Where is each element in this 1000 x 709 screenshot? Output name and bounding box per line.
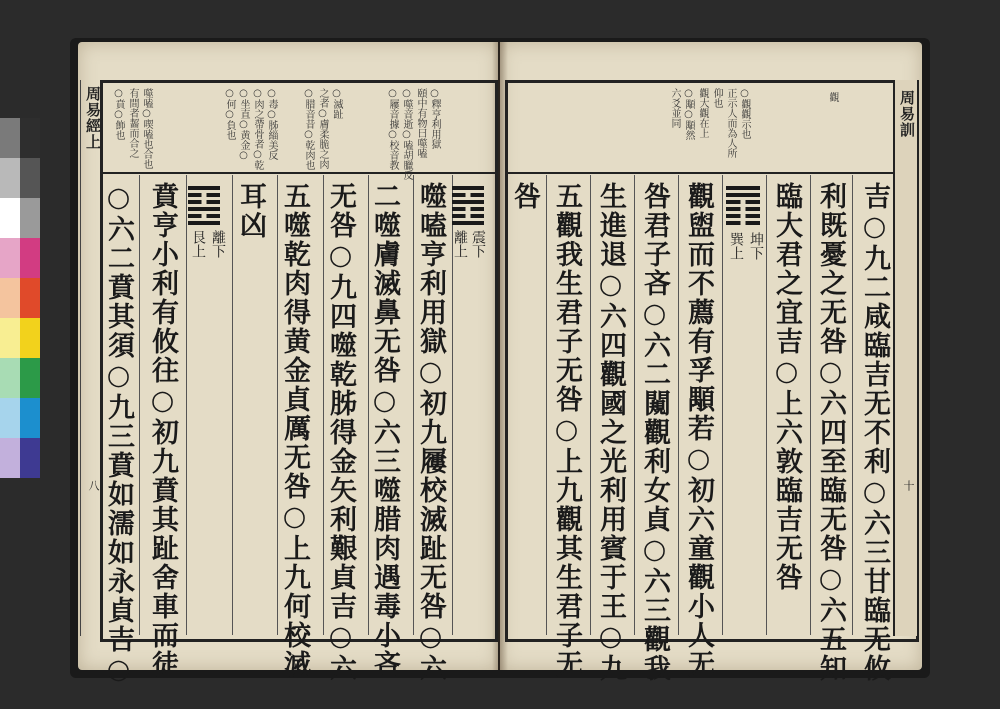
left-header-note: ○賁○飾也	[113, 88, 124, 140]
color-swatch	[20, 118, 40, 158]
right-header-note: 六爻並同	[669, 88, 680, 128]
left-header-divider	[100, 172, 495, 174]
hexagram-shihe-icon	[452, 186, 484, 228]
color-calibration-strip	[0, 118, 40, 478]
color-swatch	[20, 318, 40, 358]
color-swatch	[0, 438, 20, 478]
text-column: 咎	[509, 182, 540, 211]
color-swatch	[0, 358, 20, 398]
color-swatch	[0, 398, 20, 438]
left-header-note: ○滅趾	[331, 88, 342, 119]
color-swatch-row	[0, 438, 40, 478]
right-banxin-page-number: 十	[902, 480, 915, 491]
color-swatch	[0, 238, 20, 278]
color-swatch	[0, 158, 20, 198]
color-swatch	[0, 198, 20, 238]
right-header-note: 正示人而為人所	[725, 88, 736, 158]
right-header-note: 仰也	[711, 88, 722, 108]
column-rule	[186, 175, 187, 635]
color-swatch	[20, 198, 40, 238]
left-header-note: ○坐直○黄金○	[238, 88, 249, 161]
column-rule	[590, 175, 591, 635]
color-swatch	[20, 238, 40, 278]
left-header-note: ○毒○胏緇美反	[266, 88, 277, 160]
hexagram-bi-icon	[188, 186, 220, 228]
text-column: 生進退○六四觀國之光利用賓于王○九	[595, 182, 626, 683]
text-column: 臨大君之宜吉○上六敦臨吉无咎	[771, 182, 802, 592]
color-swatch-row	[0, 158, 40, 198]
left-header-note: ○噬音逝○嗑胡臘反	[401, 88, 412, 180]
color-swatch	[20, 158, 40, 198]
trigram-upper-label: 離上	[452, 230, 468, 258]
color-swatch	[0, 278, 20, 318]
color-swatch	[20, 358, 40, 398]
left-header-note: 之者○膚柔脆之肉	[317, 88, 328, 169]
right-banxin	[893, 80, 917, 636]
column-rule	[678, 175, 679, 635]
text-column: 咎君子吝○六二闚觀利女貞○六三觀我	[639, 182, 670, 683]
color-swatch-row	[0, 198, 40, 238]
column-rule	[852, 175, 853, 635]
trigram-upper-label: 艮上	[190, 230, 206, 258]
column-rule	[232, 175, 233, 635]
column-rule	[546, 175, 547, 635]
column-rule	[722, 175, 723, 635]
right-header-note: 觀	[827, 92, 838, 102]
left-header-note: ○腊音昔○乾肉也	[303, 88, 314, 170]
text-column: 利既憂之无咎○六四至臨无咎○六五知	[815, 182, 846, 683]
column-rule	[139, 175, 140, 635]
right-header-divider	[505, 172, 897, 174]
text-column: 五觀我生君子无咎○上九觀其生君子无	[551, 182, 582, 679]
right-header-note: 觀大觀在上	[697, 88, 708, 138]
left-banxin-title: 周易經上	[84, 86, 102, 150]
color-swatch-row	[0, 318, 40, 358]
text-column: 賁亨小利有攸往○初九賁其趾舍車而徒	[147, 182, 178, 679]
color-swatch	[0, 118, 20, 158]
trigram-lower-label: 離下	[210, 230, 226, 258]
text-column: ○六二賁其須○九三賁如濡如永貞吉○	[103, 182, 134, 687]
color-swatch-row	[0, 358, 40, 398]
color-swatch-row	[0, 398, 40, 438]
color-swatch-row	[0, 278, 40, 318]
hexagram-guan-icon	[726, 186, 760, 228]
right-banxin-title: 周易訓	[898, 90, 916, 138]
column-rule	[810, 175, 811, 635]
column-rule	[634, 175, 635, 635]
right-header-note: ○觀觀示也	[739, 88, 750, 139]
column-rule	[766, 175, 767, 635]
right-header-note: ○顒○顒然	[683, 88, 694, 140]
text-column: 二噬膚滅鼻无咎○六三噬腊肉遇毒小吝	[369, 182, 400, 679]
text-column: 吉○九二咸臨吉无不利○六三甘臨无攸	[859, 182, 890, 683]
left-header-note: ○何○負也	[224, 88, 235, 140]
color-swatch-row	[0, 238, 40, 278]
color-swatch	[20, 278, 40, 318]
text-column: 觀盥而不薦有孚顒若○初六童觀小人无	[683, 182, 714, 679]
color-swatch	[0, 318, 20, 358]
left-header-note: ○釋亨利用獄	[429, 88, 440, 149]
trigram-lower-label: 震下	[470, 230, 486, 258]
left-header-note: 頤中有物曰噬嗑	[415, 88, 426, 158]
color-swatch	[20, 398, 40, 438]
left-header-note: ○肉之帶骨者○乾	[252, 88, 263, 170]
left-banxin	[80, 80, 101, 636]
text-column: 五噬乾肉得黄金貞厲无咎○上九何校滅	[279, 182, 310, 679]
trigram-lower-label: 坤下	[748, 232, 764, 260]
color-swatch	[20, 438, 40, 478]
trigram-upper-label: 巽上	[728, 232, 744, 260]
text-column: 无咎○九四噬乾胏得金矢利艱貞吉○六	[325, 182, 356, 683]
left-header-note: 有間者齧而合之	[127, 88, 138, 158]
text-column: 噬嗑亨利用獄○初九屨校滅趾无咎○六	[415, 182, 446, 683]
text-column: 耳凶	[235, 182, 266, 240]
left-header-note: ○屨音據○校音教	[387, 88, 398, 170]
left-header-note: 噬嗑○喫嗑也合也	[141, 88, 152, 169]
color-swatch-row	[0, 118, 40, 158]
left-banxin-page-number: 八	[87, 480, 100, 491]
